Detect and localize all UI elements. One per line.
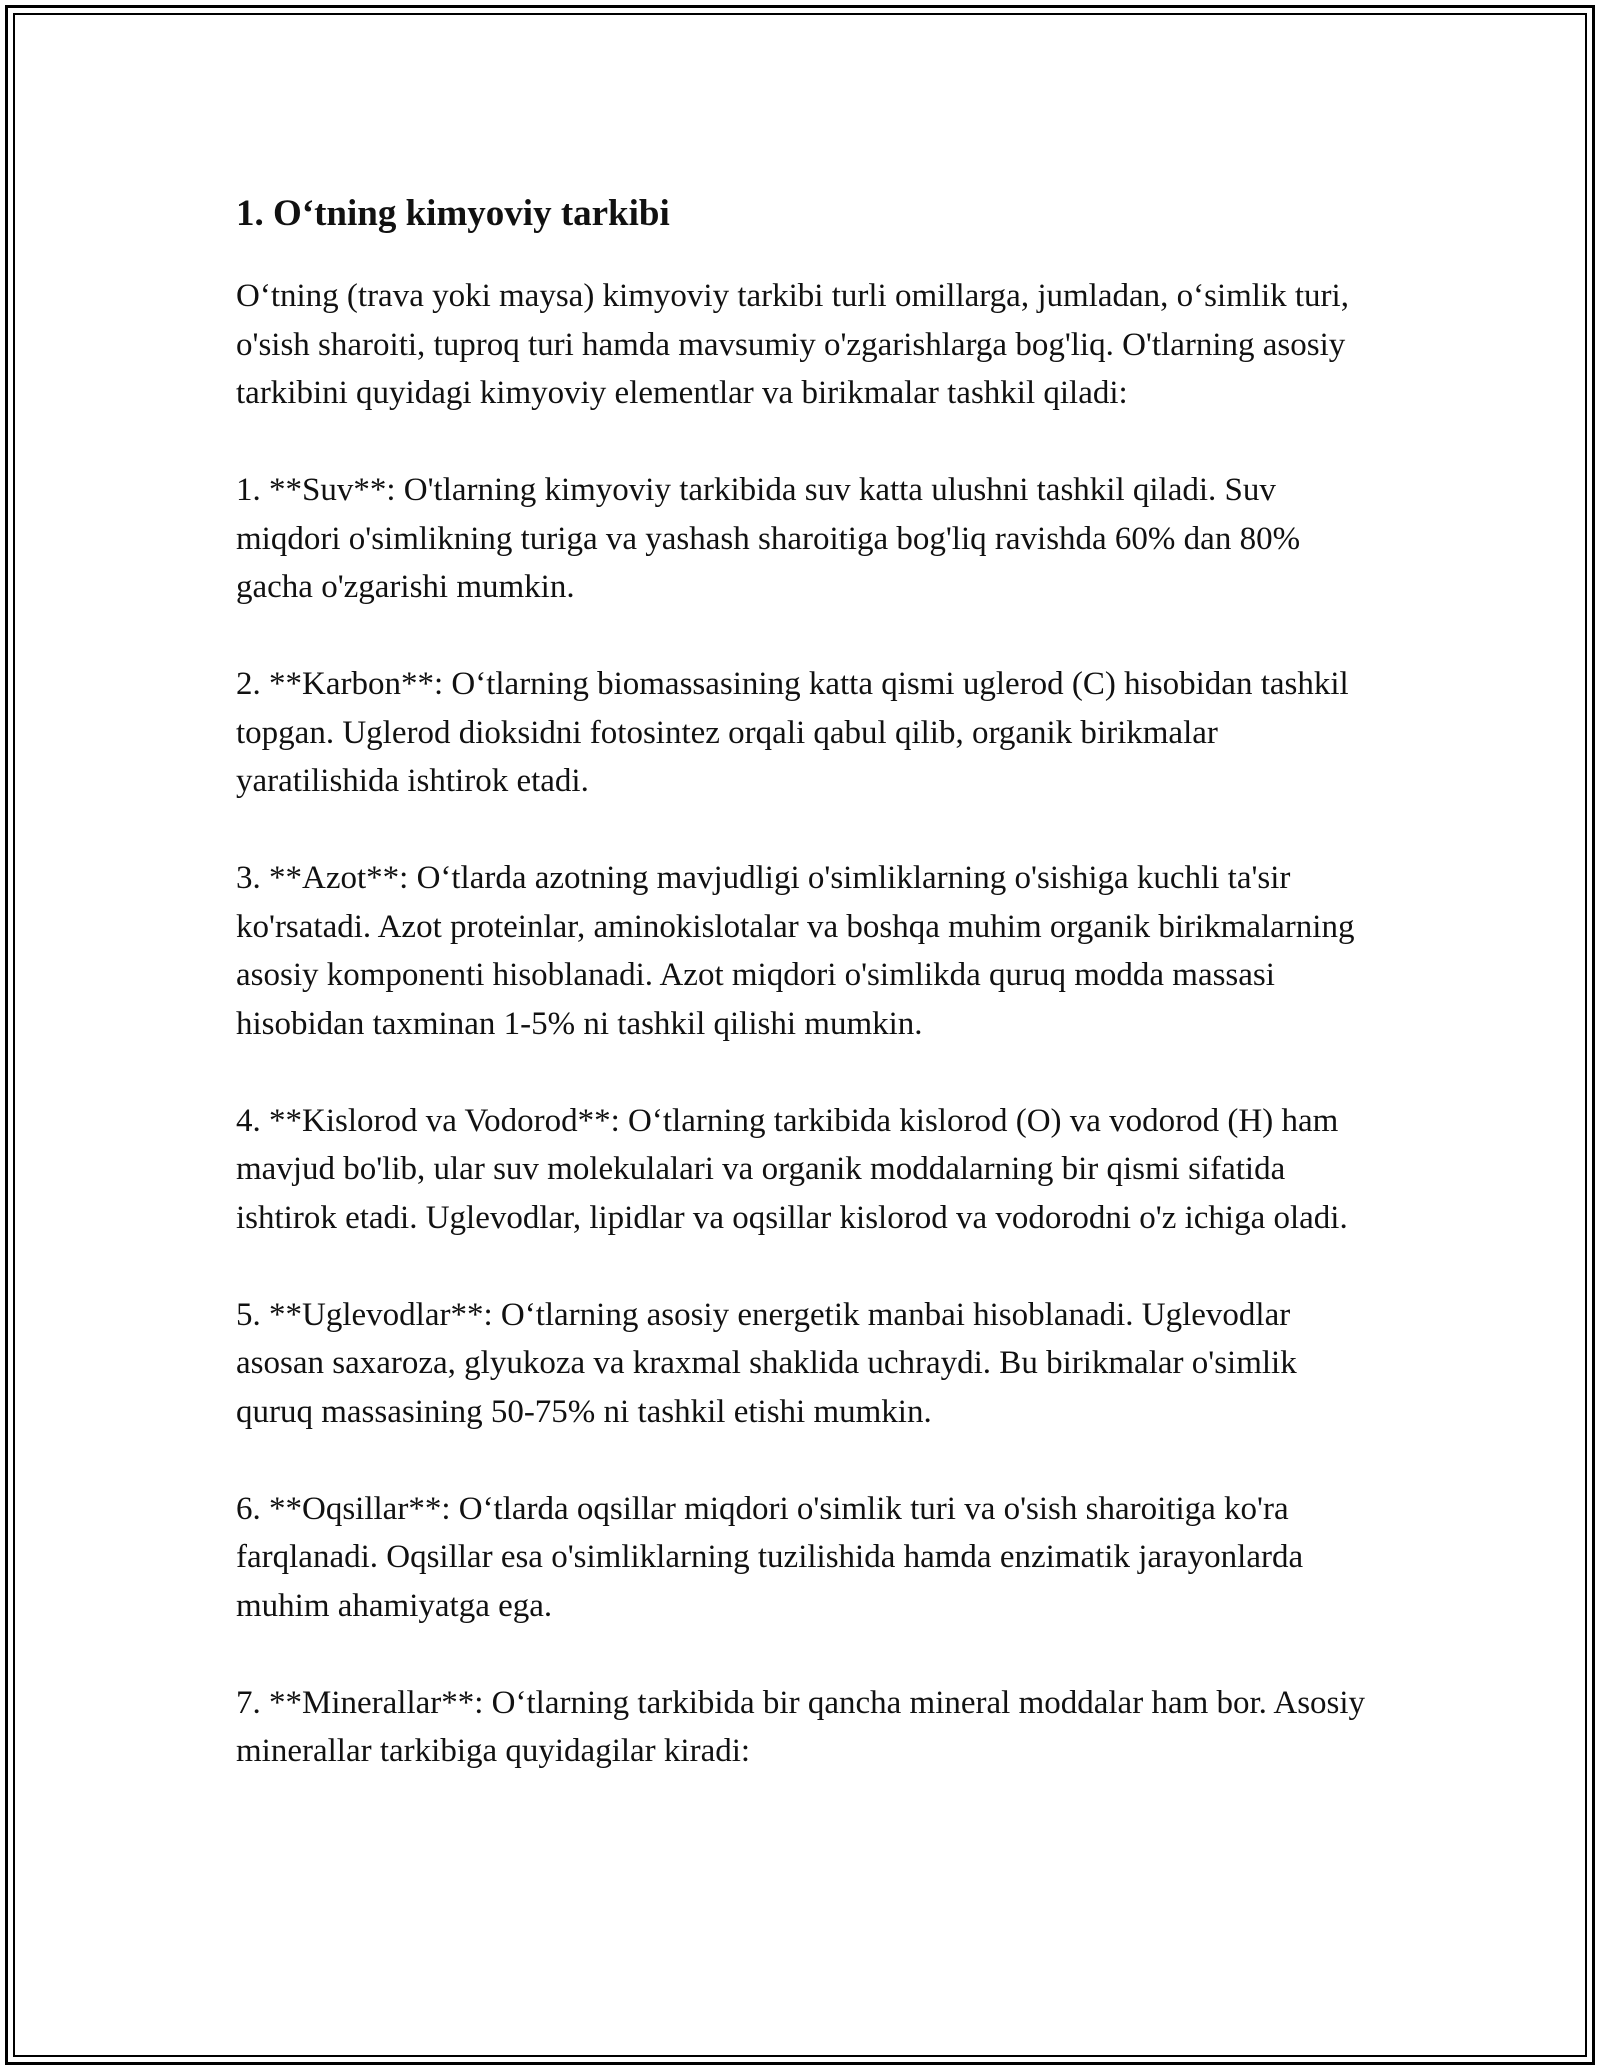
- item-minerals-paragraph: 7. **Minerallar**: O‘tlarning tarkibida bir qancha mineral moddalar ham bor. Asosiy minerallar tarkibiga quyidagilar kiradi:: [236, 1684, 1366, 1769]
- item-carbon-paragraph: 2. **Karbon**: O‘tlarning biomassasining katta qismi uglerod (C) hisobidan tashkil topgan. Uglerod dioksidni fotosintez orqali qabul qilib, organik birikmalar yaratilishida ishtirok etadi.: [236, 666, 1349, 799]
- intro-paragraph: O‘tning (trava yoki maysa) kimyoviy tarkibi turli omillarga, jumladan, o‘simlik turi, o'sish sharoiti, tuproq turi hamda mavsumiy o'zgarishlarga bog'liq. O'tlarning asosiy tarkibini quyidagi kimyoviy elementlar va birikmalar tashkil qiladi:: [236, 278, 1349, 411]
- item-oxygen-hydrogen-paragraph: 4. **Kislorod va Vodorod**: O‘tlarning tarkibida kislorod (O) va vodorod (H) ham mavjud bo'lib, ular suv molekulalari va organik moddalarning bir qismi sifatida ishtirok etadi. Uglevodlar, lipidlar va oqsillar kislorod va vodorodni o'z ichiga oladi.: [236, 1102, 1348, 1236]
- section-heading: 1. O‘tning kimyoviy tarkibi: [236, 193, 670, 234]
- item-proteins-paragraph: 6. **Oqsillar**: O‘tlarda oqsillar miqdori o'simlik turi va o'sish sharoitiga ko'ra farqlanadi. Oqsillar esa o'simliklarning tuzilishida hamda enzimatik jarayonlarda muhim ahamiyatga ega.: [236, 1490, 1304, 1624]
- item-carbohydrates-paragraph: 5. **Uglevodlar**: O‘tlarning asosiy energetik manbai hisoblanadi. Uglevodlar asosan saxaroza, glyukoza va kraxmal shaklida uchraydi. Bu birikmalar o'simlik quruq massasining 50-75% ni tashkil etishi mumkin.: [236, 1296, 1297, 1430]
- item-nitrogen-paragraph: 3. **Azot**: O‘tlarda azotning mavjudligi o'simliklarning o'sishiga kuchli ta'sir ko'rsatadi. Azot proteinlar, aminokislotalar va boshqa muhim organik birikmalarning asosiy komponenti hisoblanadi. Azot miqdori o'simlikda quruq modda massasi hisobidan taxminan 1-5% ni tashkil qilishi mumkin.: [236, 860, 1355, 1042]
- document-body: [236, 182, 1376, 1776]
- item-water-paragraph: 1. **Suv**: O'tlarning kimyoviy tarkibida suv katta ulushni tashkil qiladi. Suv miqdori o'simlikning turiga va yashash sharoitiga bog'liq ravishda 60% dan 80% gacha o'zgarishi mumkin.: [236, 472, 1301, 605]
